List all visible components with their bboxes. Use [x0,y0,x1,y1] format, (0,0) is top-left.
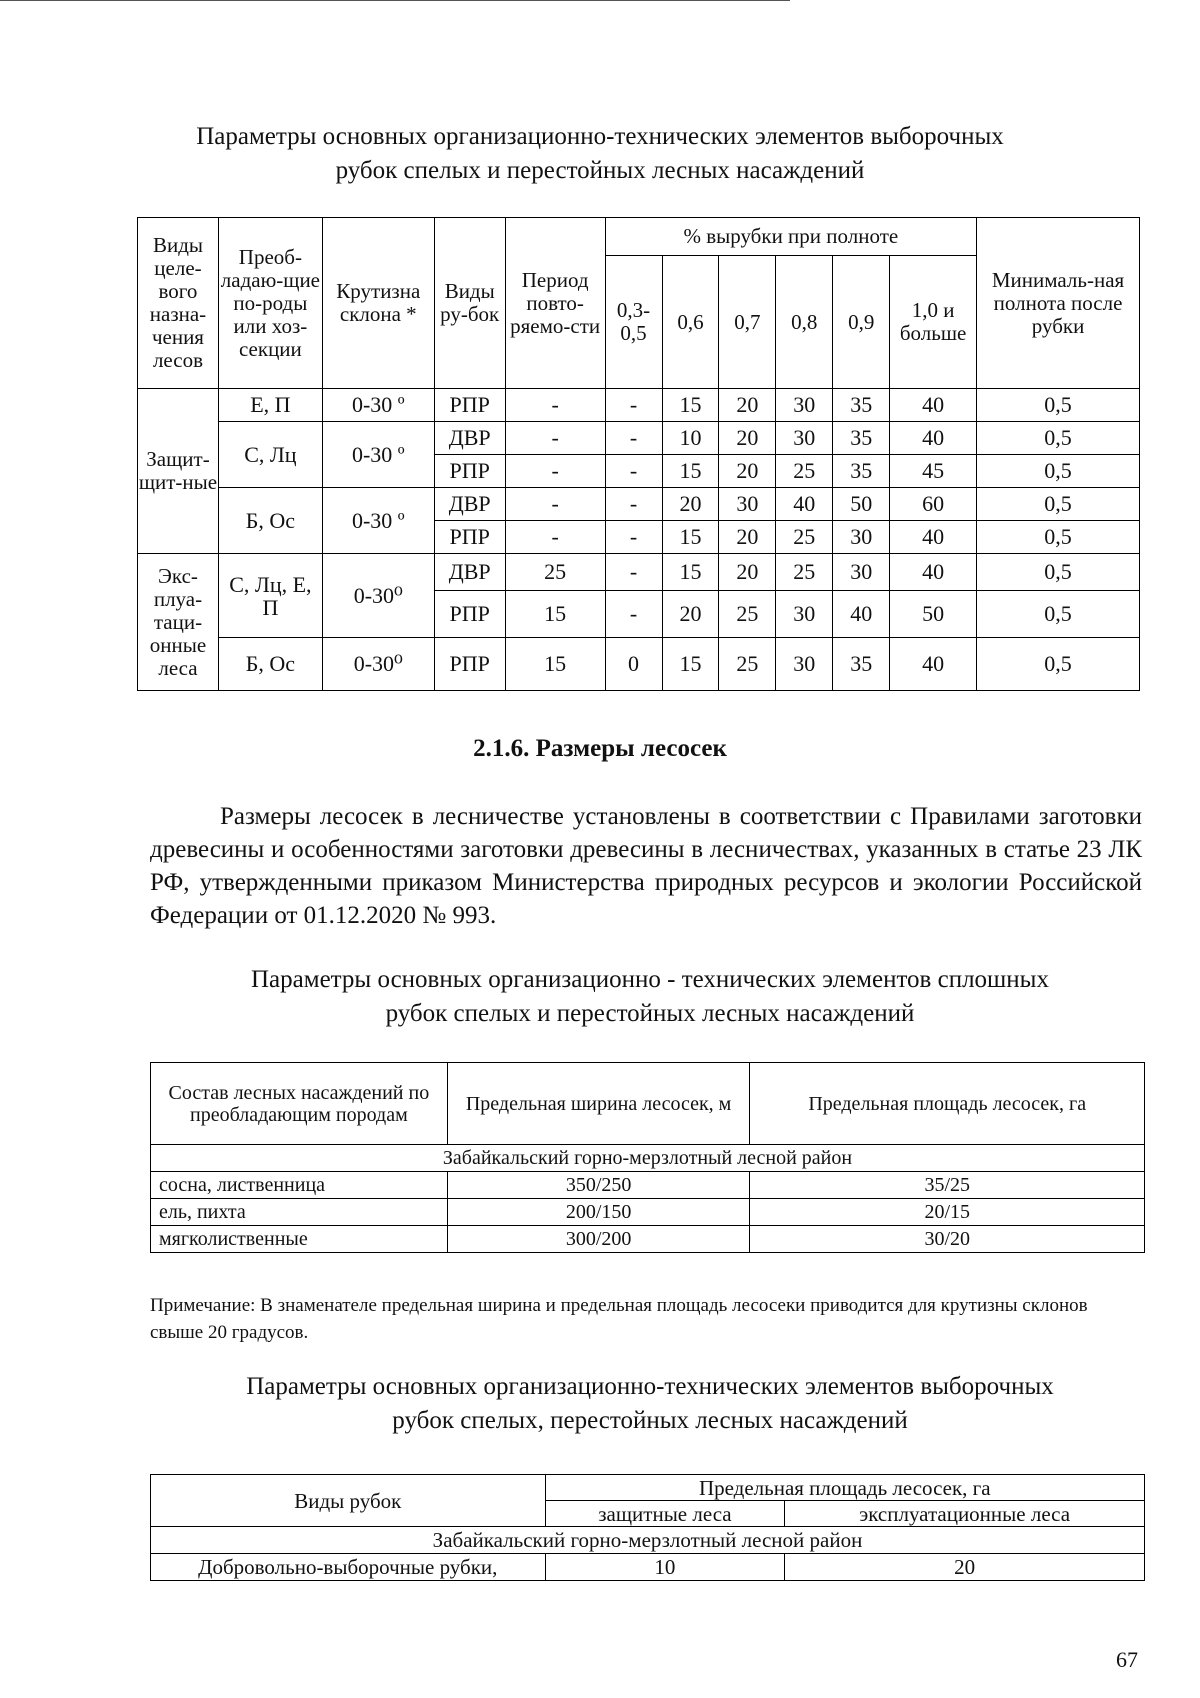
table-row [151,1199,1145,1226]
t2-cell-area: 30/20 [750,1226,1145,1253]
header-density-3: 0,8 [776,256,833,389]
cell-v4: 35 [833,455,890,488]
cell-period: 15 [505,638,605,691]
cell-species: С, Лц [218,422,322,488]
cell-type: ДВР [434,422,505,455]
cell-type: РПР [434,389,505,422]
t2-region-row: Забайкальский горно-мерзлотный лесной район [151,1145,1145,1172]
selective-felling-area-table [150,1474,1145,1581]
page-number: 67 [1116,1647,1138,1672]
t3-header-area-group: Предельная площадь лесосек, га [545,1475,1144,1501]
cell-min: 0,5 [977,488,1140,521]
header-density-0: 0,3-0,5 [605,256,662,389]
section-paragraph-text: Размеры лесосек в лесничестве установлены в соответствии с Правилами заготовки древесины и особенностями заготовки древесины в лесничествах, указанных в статье 23 ЛК РФ, утвержденными приказом Министерства природных ресурсов и экологии Российской Федерации от 01.12.2020 № 993. [150,803,1142,929]
cell-v5: 45 [890,455,977,488]
cell-v3: 40 [776,488,833,521]
table-row [138,554,1140,591]
table3-caption [150,1370,1150,1438]
cell-period: 25 [505,554,605,591]
cell-v0: - [605,422,662,455]
cell-min: 0,5 [977,521,1140,554]
header-felling-type: Виды ру-бок [434,218,505,389]
cell-v5: 60 [890,488,977,521]
cell-period: - [505,422,605,455]
cell-min: 0,5 [977,638,1140,691]
cell-slope: 0-30⁰ [322,554,434,638]
cell-species: С, Лц, Е, П [218,554,322,638]
cell-v0: - [605,488,662,521]
cell-v1: 15 [662,455,719,488]
cell-slope: 0-30 º [322,422,434,488]
cell-type: РПР [434,455,505,488]
cell-v2: 20 [719,422,776,455]
selective-felling-parameters-table [137,217,1140,691]
cell-v0: 0 [605,638,662,691]
t2-cell-width: 200/150 [447,1199,750,1226]
group-exploitation: Экс-плуа-таци-онные леса [138,554,219,691]
t2-cell-composition: ель, пихта [151,1199,448,1226]
cell-v1: 20 [662,591,719,638]
cell-species: Б, Ос [218,488,322,554]
cell-v4: 50 [833,488,890,521]
table1-caption-line1: Параметры основных организационно-технических элементов выборочных [196,123,1004,150]
cell-v5: 40 [890,389,977,422]
cell-v2: 25 [719,591,776,638]
header-density-4: 0,9 [833,256,890,389]
cell-slope: 0-30 º [322,488,434,554]
cell-v1: 10 [662,422,719,455]
cell-v2: 25 [719,638,776,691]
t2-header-composition: Состав лесных насаждений по преобладающим породам [151,1063,448,1145]
cell-v1: 20 [662,488,719,521]
cell-period: - [505,389,605,422]
header-min-density: Минималь-ная полнота после рубки [977,218,1140,389]
t3-header-protective: защитные леса [545,1501,785,1527]
cell-v0: - [605,554,662,591]
cell-v5: 50 [890,591,977,638]
header-density-5: 1,0 и больше [890,256,977,389]
section-heading: 2.1.6. Размеры лесосек [473,735,727,762]
t3-header-exploitation: эксплуатационные леса [785,1501,1145,1527]
header-cut-percent-group: % вырубки при полноте [605,218,976,256]
cell-v0: - [605,521,662,554]
cell-min: 0,5 [977,455,1140,488]
t2-cell-width: 350/250 [447,1172,750,1199]
cell-v0: - [605,389,662,422]
cell-period: 15 [505,591,605,638]
cell-v2: 20 [719,521,776,554]
cell-v5: 40 [890,554,977,591]
group-protective: Защит-щит-ные [138,389,219,554]
table2-caption-line2: рубок спелых и перестойных лесных насаждений [385,1000,915,1027]
table-row [151,1554,1145,1581]
table-row [138,422,1140,455]
cell-v4: 30 [833,521,890,554]
header-dominant-species: Преоб-ладаю-щие по-роды или хоз-секции [218,218,322,389]
cell-type: ДВР [434,554,505,591]
cell-period: - [505,455,605,488]
cell-v1: 15 [662,638,719,691]
t2-header-width: Предельная ширина лесосек, м [447,1063,750,1145]
header-density-1: 0,6 [662,256,719,389]
cell-v3: 30 [776,591,833,638]
cell-v2: 20 [719,455,776,488]
cell-v1: 15 [662,554,719,591]
cell-v3: 30 [776,389,833,422]
table1-caption-line2: рубок спелых и перестойных лесных насаждений [335,157,865,184]
t2-cell-area: 35/25 [750,1172,1145,1199]
cell-v3: 25 [776,521,833,554]
section-paragraph [150,800,1142,932]
t2-header-area: Предельная площадь лесосек, га [750,1063,1145,1145]
table3-caption-line1: Параметры основных организационно-технических элементов выборочных [246,1373,1054,1400]
cell-species: Е, П [218,389,322,422]
cell-species: Б, Ос [218,638,322,691]
cell-type: ДВР [434,488,505,521]
cell-min: 0,5 [977,422,1140,455]
cell-v4: 30 [833,554,890,591]
cell-v4: 40 [833,591,890,638]
table-row [151,1226,1145,1253]
cell-min: 0,5 [977,389,1140,422]
cell-v4: 35 [833,389,890,422]
cell-v5: 40 [890,521,977,554]
header-forest-purpose: Виды целе-вого назна-чения лесов [138,218,219,389]
table2-caption-line1: Параметры основных организационно - технических элементов сплошных [251,966,1049,993]
header-repeat-period: Период повто-ряемо-сти [505,218,605,389]
cell-v2: 30 [719,488,776,521]
cell-v3: 25 [776,554,833,591]
table3-caption-line2: рубок спелых, перестойных лесных насаждений [392,1407,908,1434]
cell-v2: 20 [719,554,776,591]
table-row [151,1172,1145,1199]
table2-caption [150,963,1150,1031]
cell-v1: 15 [662,521,719,554]
t3-cell-exploitation: 20 [785,1554,1145,1581]
t3-region-row: Забайкальский горно-мерзлотный лесной район [151,1527,1145,1554]
cell-v3: 25 [776,455,833,488]
cell-v3: 30 [776,422,833,455]
cell-v0: - [605,591,662,638]
scan-top-edge-line [0,0,790,1]
cell-v3: 30 [776,638,833,691]
cell-type: РПР [434,591,505,638]
table-row [138,488,1140,521]
cell-v5: 40 [890,422,977,455]
table-row [138,389,1140,422]
t2-cell-area: 20/15 [750,1199,1145,1226]
t3-header-felling-type: Виды рубок [151,1475,546,1527]
t2-cell-composition: сосна, лиственница [151,1172,448,1199]
cell-min: 0,5 [977,591,1140,638]
t3-cell-protective: 10 [545,1554,785,1581]
table2-note: Примечание: В знаменателе предельная ширина и предельная площадь лесосеки приводится для крутизны склонов свыше 20 градусов. [150,1295,1088,1343]
cell-slope: 0-30⁰ [322,638,434,691]
cell-period: - [505,488,605,521]
cell-v0: - [605,455,662,488]
cell-v4: 35 [833,422,890,455]
cell-type: РПР [434,638,505,691]
cell-v1: 15 [662,389,719,422]
table-row [138,638,1140,691]
cell-v2: 20 [719,389,776,422]
t2-cell-width: 300/200 [447,1226,750,1253]
t3-cell-felling-type: Добровольно-выборочные рубки, [151,1554,546,1581]
clear-felling-parameters-table [150,1062,1145,1253]
t2-cell-composition: мягколиственные [151,1226,448,1253]
cell-slope: 0-30 º [322,389,434,422]
cell-min: 0,5 [977,554,1140,591]
cell-period: - [505,521,605,554]
table1-caption [100,120,1100,188]
header-slope: Крутизна склона * [322,218,434,389]
cell-v4: 35 [833,638,890,691]
cell-v5: 40 [890,638,977,691]
header-density-2: 0,7 [719,256,776,389]
cell-type: РПР [434,521,505,554]
